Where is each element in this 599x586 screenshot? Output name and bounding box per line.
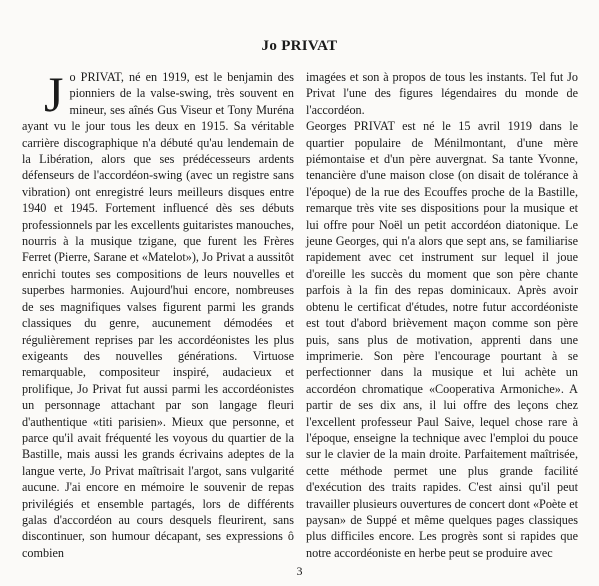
page-number: 3 bbox=[296, 564, 303, 578]
right-paragraph-1: imagées et son à propos de tous les instants. Tel fut Jo Privat l'une des figures légendaires du monde de l'accordéon. bbox=[306, 70, 578, 117]
left-paragraph bbox=[22, 66, 294, 561]
left-paragraph-text: o PRIVAT, né en 1919, est le benjamin des pionniers de la valse-swing, très souvent en mineur, ses aînés Gus Viseur et Tony Muréna ayant vu le jour tous les deux en 1915. Sa véritable carrière discographique n'a débuté qu'au lendemain de la Libération, alors que ses prédécesseurs ardents défenseurs de l'accordéon-swing (avec un registre sans vibration) ont enregistré leurs meilleurs disques entre 1940 et 1945. Fortement influencé dès ses débuts professionnels par les excellents guitaristes manouches, nourris à la musique tzigane, que furent les Frères Ferret (Pierre, Sarane et «Matelot»), Jo Privat a aussitôt enrichi toutes ses compositions de leurs nouvelles et superbes harmonies. Aujourd'hui encore, nombreuses de ses magnifiques valses figurent parmi les grands classiques du genre, aucunement démodées et régulièrement reprises par les accordéonistes les plus exigeants des nouvelles générations. Virtuose remarquable, compositeur inspiré, audacieux et prolifique, Jo Privat fut aussi parmi les accordéonistes un personnage attachant par son langage fleuri d'authentique «titi parisien». Mieux que personne, et parce qu'il avait fréquenté les voyous du quartier de la Bastille, mais aussi les grands écrivains adeptes de la langue verte, Jo Privat maîtrisait l'argot, sans vulgarité aucune. J'ai encore en mémoire le souvenir de repas privilégiés et ensemble partagés, lors de différents galas d'accordéon au cours desquels fleurirent, sans discontinuer, son humour décapant, ses expressions ô combien bbox=[22, 70, 294, 560]
left-column bbox=[22, 66, 294, 561]
right-column bbox=[306, 69, 578, 561]
article-title: Jo PRIVAT bbox=[261, 38, 338, 54]
right-paragraph-2: Georges PRIVAT est né le 15 avril 1919 dans le quartier populaire de Ménilmontant, d'une mère piémontaise et d'un père auvergnat. Sa tante Yvonne, tenancière d'une maison close (on disait de tolérance à l'époque) de la rue des Ecouffes proche de la Bastille, remarque très vite ses dispositions pour la musique et lui offre pour Noël un petit accordéon diatonique. Le jeune Georges, qui n'a alors que sept ans, se familiarise rapidement avec cet instrument sur lequel il joue d'oreille les succès du moment que son père chante parfois à la fin des repas dominicaux. Après avoir obtenu le certificat d'études, notre futur accordéoniste est tout d'abord brièvement maçon comme son père puis, sans plus de motivation, apprenti dans une imprimerie. Son père l'encourage pourtant à se perfectionner dans la musique et lui achète un accordéon chromatique «Cooperativa Armoniche». A partir de ses dix ans, il lui offre des leçons chez l'excellent professeur Paul Saive, lequel chose rare à l'époque, enseigne la technique avec l'emploi du pouce sur le clavier de la main droite. Parfaitement maîtrisée, cette méthode permet une plus grande facilité d'exécution des traits rapides. C'est ainsi qu'il peut travailler plusieurs ouvertures de concert dont «Poète et paysan» de Suppé et même quelques pages classiques plus difficiles encore. Les progrès sont si rapides que notre accordéoniste en herbe peut se produire avec bbox=[306, 119, 578, 560]
drop-cap: J bbox=[44, 66, 64, 122]
